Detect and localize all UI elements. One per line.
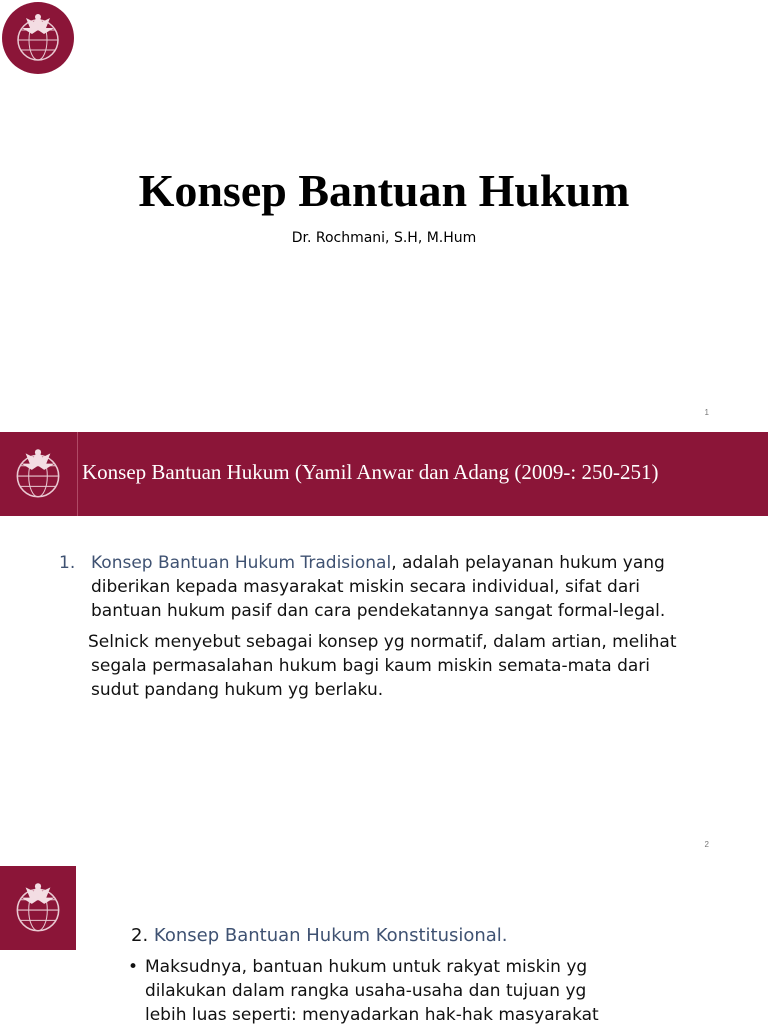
- para-line-3: sudut pandang hukum yg berlaku.: [91, 680, 384, 700]
- slide-title: Konsep Bantuan Hukum: [138, 165, 630, 216]
- title-banner: [0, 432, 768, 516]
- university-logo: [0, 432, 76, 516]
- university-logo: [0, 866, 76, 950]
- university-logo: [2, 2, 74, 74]
- banner-title: Konsep Bantuan Hukum (Yamil Anwar dan Adang (2009-: 250-251): [82, 460, 659, 484]
- eagle-emblem-icon: [7, 443, 69, 505]
- slide-subtitle: Dr. Rochmani, S.H, M.Hum: [291, 230, 477, 246]
- paragraph-selnick: [88, 630, 708, 702]
- bullet-line-1: Maksudnya, bantuan hukum untuk rakyat miskin yg: [145, 957, 588, 977]
- heading-number: 2.: [131, 925, 149, 946]
- bullet-line-2: dilakukan dalam rangka usaha-usaha dan tujuan yg: [145, 981, 587, 1001]
- section-heading: [131, 924, 508, 948]
- eagle-emblem-icon: [7, 877, 69, 939]
- slide-1: [0, 0, 768, 432]
- item-line-1: , adalah pelayanan hukum yang: [391, 553, 665, 573]
- concept-highlight: Konsep Bantuan Hukum Konstitusional.: [153, 925, 508, 946]
- page-number: 1: [704, 408, 709, 417]
- item-line-2: diberikan kepada masyarakat miskin secara individual, sifat dari: [91, 577, 640, 597]
- slide-3: [0, 864, 768, 1024]
- banner-divider: [77, 432, 78, 516]
- list-number: 1.: [59, 553, 76, 573]
- item-line-3: bantuan hukum pasif dan cara pendekatannya sangat formal-legal.: [91, 601, 666, 621]
- slide-2: [0, 432, 768, 864]
- concept-highlight: Konsep Bantuan Hukum Tradisional: [91, 553, 392, 573]
- bullet-line-3: lebih luas seperti: menyadarkan hak-hak masyarakat: [145, 1005, 599, 1024]
- bullet-icon: •: [128, 957, 139, 977]
- eagle-emblem-icon: [8, 8, 68, 68]
- para-line-2: segala permasalahan hukum bagi kaum miskin semata-mata dari: [91, 656, 650, 676]
- para-line-1: Selnick menyebut sebagai konsep yg normatif, dalam artian, melihat: [88, 632, 677, 652]
- page-number: 2: [704, 840, 709, 849]
